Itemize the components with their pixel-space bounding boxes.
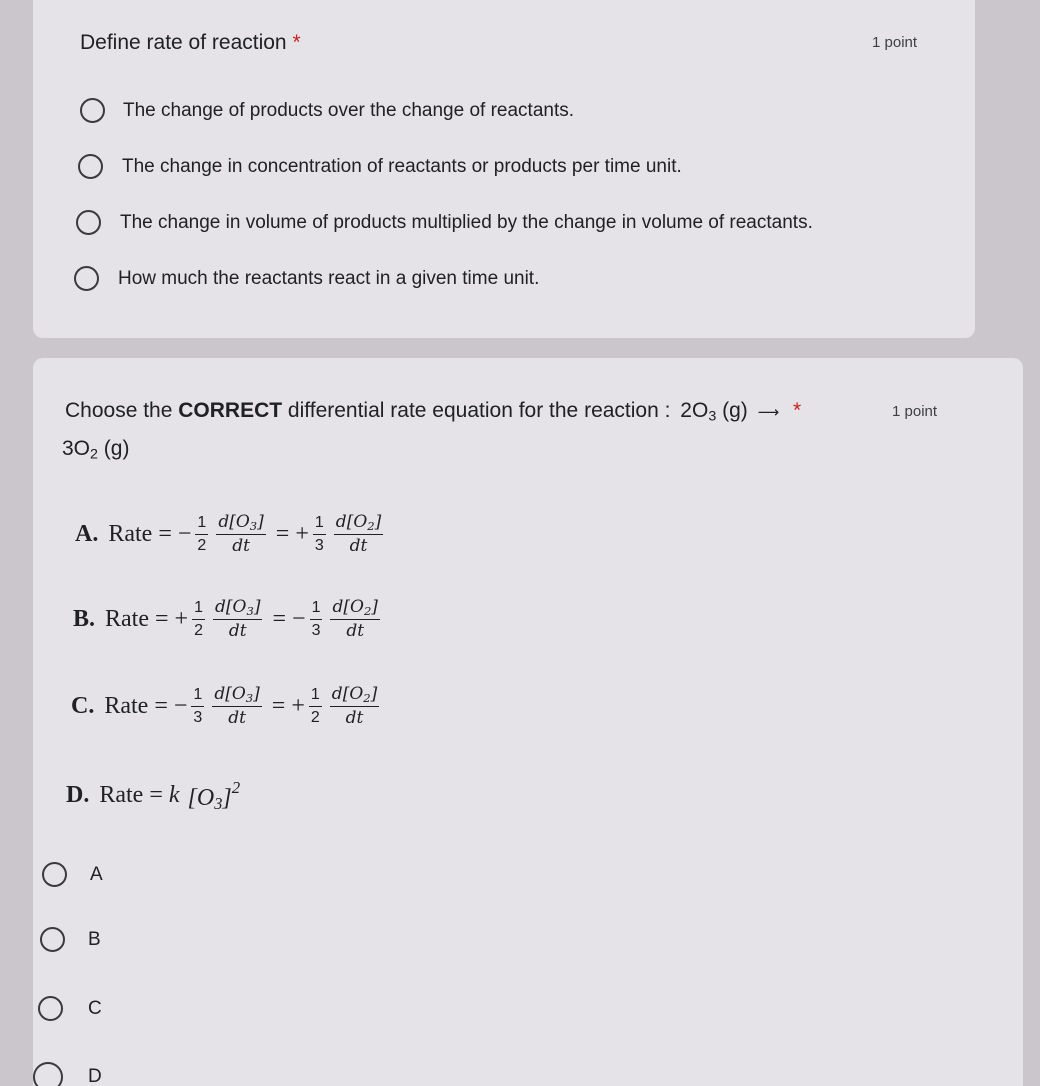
coefficient-fraction	[192, 600, 205, 640]
equation-letter: B.	[73, 606, 96, 633]
product	[62, 437, 129, 463]
numerator: 1	[313, 515, 326, 535]
derivative-fraction	[213, 599, 262, 641]
equals-sign: =	[149, 782, 163, 809]
denominator: dt	[345, 708, 364, 729]
equation-c	[71, 686, 383, 728]
subscript: 3	[249, 518, 258, 533]
sign: −	[292, 606, 306, 633]
concentration-term	[188, 778, 241, 814]
required-asterisk: *	[292, 31, 301, 54]
subscript: 2	[363, 690, 371, 705]
equals-sign: =	[158, 521, 172, 548]
rate-label: Rate	[104, 693, 149, 720]
rate-label: Rate	[108, 521, 153, 548]
title-prefix: Choose the	[65, 399, 179, 422]
numerator: 1	[191, 687, 204, 707]
equation-letter: D.	[66, 782, 90, 809]
equals-sign: =	[155, 606, 169, 633]
derivative-fraction	[334, 514, 383, 556]
numerator: $d[O_3]$	[213, 599, 262, 620]
denominator: 3	[311, 621, 321, 639]
question-title-text: Define rate of reaction	[80, 31, 287, 54]
required-asterisk: *	[792, 399, 802, 422]
coefficient-fraction	[191, 687, 204, 727]
title-bold: CORRECT	[178, 399, 283, 422]
subscript: 3	[214, 793, 223, 813]
denominator: dt	[349, 536, 368, 557]
sign: −	[177, 521, 192, 548]
coefficient-fraction	[309, 687, 322, 727]
derivative-fraction	[216, 514, 265, 556]
subscript: 2	[367, 518, 375, 533]
option-label: B	[88, 928, 101, 950]
denominator: dt	[232, 536, 250, 557]
radio-button[interactable]	[78, 154, 103, 179]
subscript: 3	[245, 690, 254, 705]
species: O	[350, 597, 364, 617]
option-2[interactable]	[78, 154, 682, 179]
sign: +	[174, 606, 189, 633]
option-4[interactable]	[74, 266, 539, 291]
coefficient-fraction	[310, 600, 323, 640]
equation-letter: A.	[75, 521, 99, 548]
product-formula: 3O	[62, 437, 91, 460]
equals-sign: =	[154, 693, 168, 720]
question-points: 1 point	[872, 34, 918, 51]
option-label: C	[88, 997, 102, 1019]
question-card-2	[33, 358, 1023, 1086]
reaction-arrow: ⟶	[757, 404, 780, 421]
radio-button[interactable]	[33, 1062, 63, 1086]
numerator: 1	[192, 600, 205, 620]
equation-a	[75, 514, 387, 556]
denominator: 2	[194, 621, 203, 639]
radio-button[interactable]	[40, 927, 65, 952]
option-label: D	[88, 1066, 102, 1086]
numerator: $d[O_3]$	[212, 686, 261, 707]
question-card-1	[33, 0, 975, 338]
option-1[interactable]	[80, 98, 574, 123]
option-label: A	[90, 863, 103, 885]
derivative-fraction	[212, 686, 261, 728]
denominator: dt	[228, 708, 246, 729]
numerator: $d[O_2]$	[330, 686, 379, 707]
sign: +	[291, 693, 305, 720]
equation-d	[66, 778, 240, 814]
subscript: 2	[363, 603, 372, 618]
species: O	[235, 512, 250, 532]
reactant-sub: 3	[708, 408, 717, 425]
option-c[interactable]	[38, 996, 102, 1021]
equation-b	[73, 599, 384, 641]
numerator: 1	[310, 600, 323, 620]
species: O	[232, 597, 247, 617]
question-points: 1 point	[892, 403, 938, 420]
denominator: 3	[314, 536, 324, 554]
d-symbol: d	[331, 684, 343, 704]
denominator: 2	[310, 708, 320, 726]
equals-sign: =	[275, 521, 290, 548]
species: O	[231, 684, 246, 704]
denominator: 2	[197, 536, 207, 554]
reactant-formula: 2O	[680, 399, 709, 422]
option-3[interactable]	[76, 210, 813, 235]
question-title	[65, 399, 801, 425]
option-label: The change in volume of products multiplied by the change in volume of reactants.	[120, 211, 813, 233]
option-d[interactable]	[33, 1062, 102, 1086]
denominator: dt	[228, 621, 247, 642]
rate-label: Rate	[105, 606, 149, 633]
species: O	[349, 684, 364, 704]
d-symbol: d	[214, 684, 226, 704]
derivative-fraction	[330, 599, 379, 641]
option-label: The change in concentration of reactants or products per time unit.	[122, 155, 682, 177]
denominator: 3	[193, 708, 203, 726]
option-b[interactable]	[40, 927, 101, 952]
numerator: $d[O_2]$	[334, 514, 383, 535]
subscript: 3	[246, 603, 254, 618]
bracket-close: ]	[222, 784, 232, 811]
rate-label: Rate	[99, 782, 144, 809]
reactant	[680, 399, 748, 425]
sign: −	[173, 693, 188, 720]
species: O	[353, 512, 368, 532]
option-label: The change of products over the change of reactants.	[123, 99, 575, 121]
option-a[interactable]	[42, 862, 103, 887]
product-state: (g)	[103, 437, 130, 460]
numerator: $d[O_3]$	[216, 514, 265, 535]
numerator: 1	[195, 515, 208, 535]
sign: +	[295, 521, 309, 548]
equals-sign: =	[272, 606, 287, 633]
d-symbol: d	[218, 512, 230, 532]
equals-sign: =	[271, 693, 286, 720]
exponent: 2	[231, 778, 241, 797]
numerator: $d[O_2]$	[330, 599, 379, 620]
derivative-fraction	[330, 686, 379, 728]
d-symbol: d	[332, 597, 344, 617]
radio-button[interactable]	[38, 996, 63, 1021]
question-title	[80, 31, 301, 55]
radio-button[interactable]	[76, 210, 101, 235]
d-symbol: d	[215, 597, 226, 617]
denominator: dt	[346, 621, 365, 642]
bracket-open: [O	[187, 784, 215, 811]
numerator: 1	[309, 687, 322, 707]
equation-letter: C.	[71, 693, 95, 720]
reactant-state: (g)	[722, 399, 748, 422]
coefficient-fraction	[195, 515, 208, 555]
radio-button[interactable]	[80, 98, 105, 123]
radio-button[interactable]	[42, 862, 67, 887]
coefficient-fraction	[313, 515, 326, 555]
radio-button[interactable]	[74, 266, 99, 291]
d-symbol: d	[335, 512, 347, 532]
title-suffix: differential rate equation for the reaction :	[282, 399, 671, 422]
option-label: How much the reactants react in a given time unit.	[118, 267, 540, 289]
rate-constant: k	[168, 782, 180, 809]
product-sub: 2	[90, 446, 98, 463]
